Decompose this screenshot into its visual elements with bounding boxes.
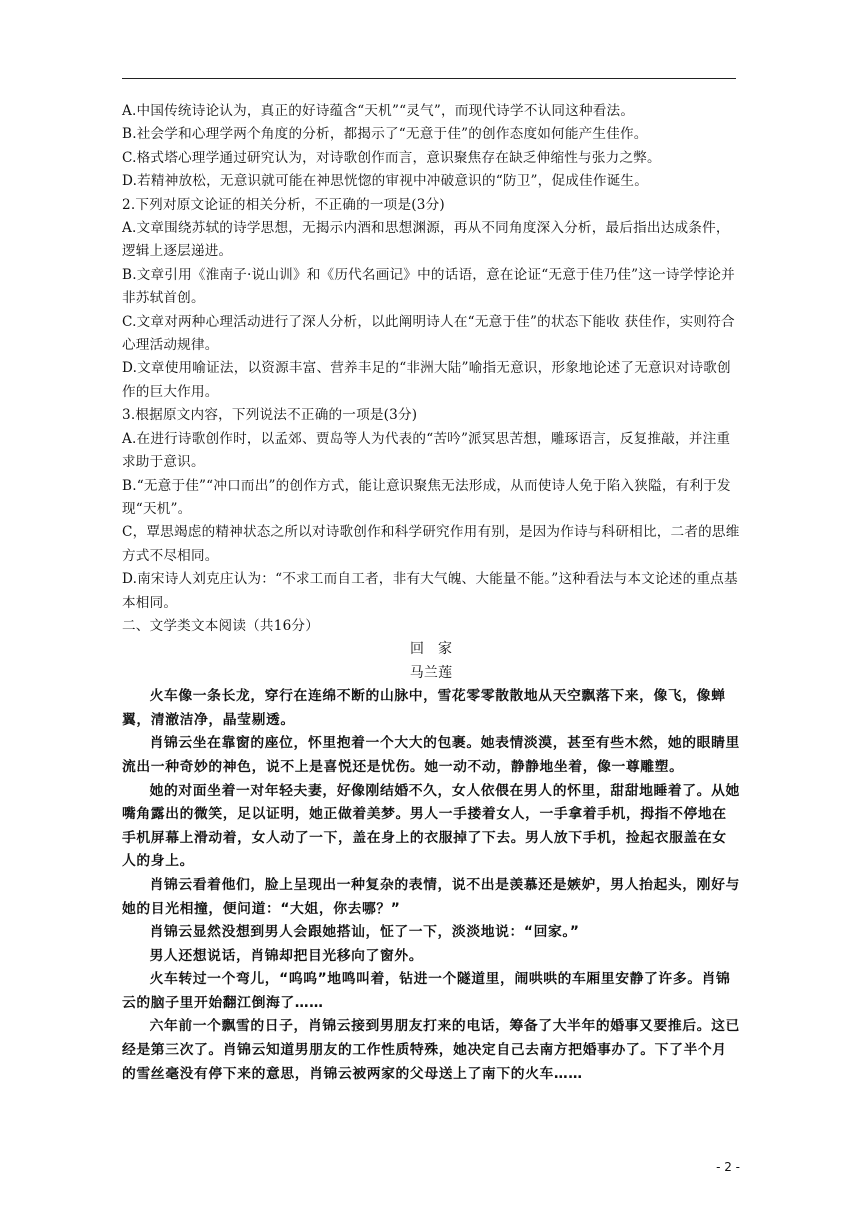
q2-option-b: B.文章引用《淮南子·说山训》和《历代名画记》中的话语，意在论证“无意于佳乃佳”这一诗学悖论并非苏轼首创。 xyxy=(122,266,735,307)
story-body xyxy=(122,685,740,1086)
story-paragraph: 她的对面坐着一对年轻夫妻，好像刚结婚不久，女人依偎在男人的怀里，甜甜地睡着了。从她嘴角露出的微笑，足以证明，她正做着美梦。男人一手搂着女人，一手拿着手机，拇指不停地在手机屏幕上滑动着，女人动了一下，盖在身上的衣服掉了下去。男人放下手机，捡起衣服盖在女人的身上。 xyxy=(122,782,740,870)
q2-option-c: C.文章对两种心理活动进行了深人分析，以此阐明诗人在“无意于佳”的状态下能收 获佳作，实则符合心理活动规律。 xyxy=(122,313,735,354)
story-title: 回家 xyxy=(410,641,466,658)
q3-stem: 3.根据原文内容，下列说法不正确的一项是(3分) xyxy=(122,407,418,424)
story-paragraph: 六年前一个飘雪的日子，肖锦云接到男朋友打来的电话，筹备了大半年的婚事又要推后。这已经是第三次了。肖锦云知道男朋友的工作性质特殊，她决定自己去南方把婚事办了。下了半个月的雪丝毫没有停下来的意思，肖锦云被两家的父母送上了南下的火车…… xyxy=(122,1018,740,1082)
story-paragraph: 男人还想说话，肖锦却把目光移向了窗外。 xyxy=(149,947,424,964)
story-paragraph: 火车像一条长龙，穿行在连绵不断的山脉中，雪花零零散散地从天空飘落下来，像飞，像蝉翼，清澈洁净，晶莹剔透。 xyxy=(122,688,726,728)
q3-option-d: D.南宋诗人刘克庄认为：“不求工而自工者，非有大气魄、大能量不能。”这种看法与本文论述的重点基本相同。 xyxy=(122,571,738,611)
story-paragraph: 肖锦云显然没想到男人会跟她搭讪，怔了一下，淡淡地说：“回家。” xyxy=(149,924,580,941)
q2-stem: 2.下列对原文论证的相关分析，不正确的一项是(3分) xyxy=(122,196,445,213)
header-rule xyxy=(122,78,736,79)
q1-option-c: C.格式塔心理学通过研究认为，对诗歌创作而言，意识聚焦存在缺乏伸缩性与张力之弊。 xyxy=(122,149,661,166)
story-paragraph: 肖锦云坐在靠窗的座位，怀里抱着一个大大的包裹。她表情淡漠，甚至有些木然，她的眼睛里流出一种奇妙的神色，说不上是喜悦还是忧伤。她一动不动，静静地坐着，像一尊雕塑。 xyxy=(122,735,740,775)
story-paragraph: 火车转过一个弯儿，“呜呜”地鸣叫着，钻进一个隧道里，闹哄哄的车厢里安静了许多。肖锦云的脑子里开始翻江倒海了…… xyxy=(122,971,731,1011)
q3-option-c: C，覃思竭虑的精神状态之所以对诗歌创作和科学研究作用有别，是因为作诗与科研相比，二者的思维方式不尽相同。 xyxy=(122,524,740,564)
q3-option-a: A.在进行诗歌创作时，以孟郊、贾岛等人为代表的“苦吟”派冥思苦想，雕琢语言，反复推敲，并注重求助于意识。 xyxy=(122,430,731,471)
q1-option-b: B.社会学和心理学两个角度的分析，都揭示了“无意于佳”的创作态度如何能产生佳作。 xyxy=(122,126,648,143)
story-author: 马兰莲 xyxy=(409,664,453,681)
page-content xyxy=(122,100,740,1086)
section-heading: 二、文学类文本阅读（共16分） xyxy=(122,617,320,634)
q1-option-a: A.中国传统诗论认为，真正的好诗蕴含“天机”“灵气”，而现代诗学不认同这种看法。 xyxy=(122,103,635,119)
page-number: - 2 - xyxy=(716,1160,740,1174)
story-paragraph: 肖锦云看着他们，脸上呈现出一种复杂的表情，说不出是羡慕还是嫉妒，男人抬起头，刚好与她的目光相撞，便问道：“大姐，你去哪？” xyxy=(122,876,740,917)
q2-option-d: D.文章使用喻证法，以资源丰富、营养丰足的“非洲大陆”喻指无意识，形象地论述了无意识对诗歌创作的巨大作用。 xyxy=(122,360,731,400)
q1-option-d: D.若精神放松，无意识就可能在神思恍惚的审视中冲破意识的“防卫”，促成佳作诞生。 xyxy=(122,173,649,190)
q3-option-b: B.“无意于佳”“冲口而出”的创作方式，能让意识聚焦无法形成，从而使诗人免于陷入狭隘，有利于发现“天机”。 xyxy=(122,477,731,517)
q2-option-a: A.文章围绕苏轼的诗学思想，无揭示内酒和思想渊源，再从不同角度深入分析，最后指出达成条件，逻辑上逐层递进。 xyxy=(122,220,730,260)
